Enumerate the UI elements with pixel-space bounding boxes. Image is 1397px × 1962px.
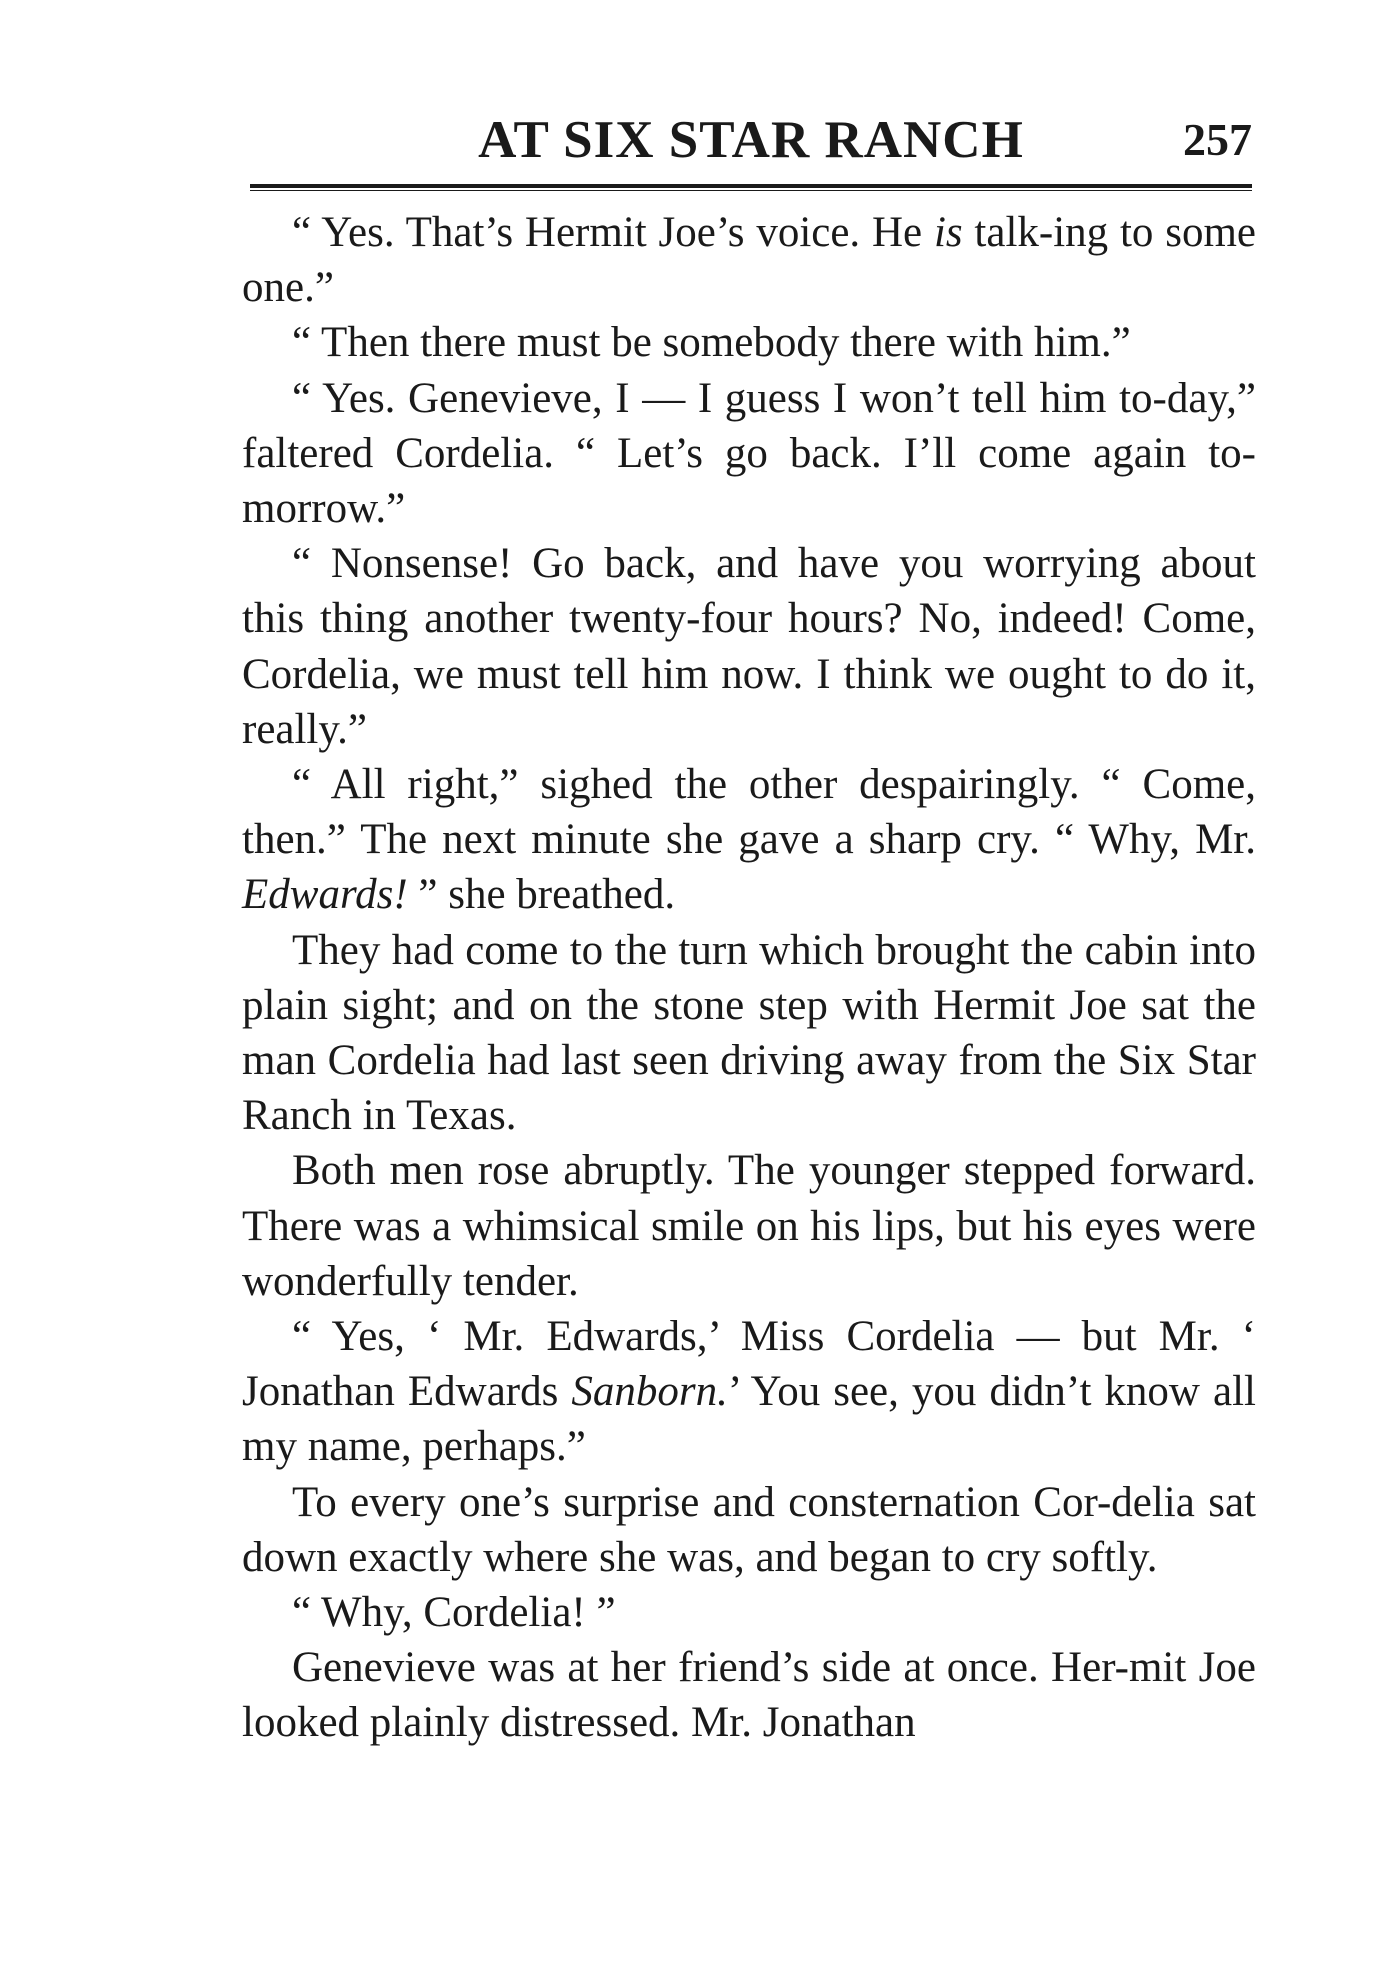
body-text <box>242 205 1256 1751</box>
paragraph: “ Yes. That’s Hermit Joe’s voice. He is talk-ing to some one.” <box>242 209 1256 312</box>
emphasis: is <box>933 209 963 256</box>
header-rule <box>250 184 1252 191</box>
running-head <box>250 100 1252 180</box>
paragraph: “ Yes. Genevieve, I — I guess I won’t tell him to-day,” faltered Cordelia. “ Let’s go back. I’ll come again to-morrow.” <box>242 374 1256 533</box>
paragraph: “ Yes, ‘ Mr. Edwards,’ Miss Cordelia — but Mr. ‘ Jonathan Edwards Sanborn.’ You see, you didn’t know all my name, perhaps.” <box>242 1313 1257 1471</box>
paragraph: To every one’s surprise and consternation Cor-delia sat down exactly where she was, and began to cry softly. <box>242 1478 1256 1581</box>
emphasis: Edwards! <box>242 871 408 919</box>
paragraph: Both men rose abruptly. The younger stepped forward. There was a whimsical smile on his lips, but his eyes were wonderfully tender. <box>242 1147 1256 1305</box>
page-number: 257 <box>1183 114 1252 165</box>
running-title: AT SIX STAR RANCH <box>478 111 1024 169</box>
paragraph: “ All right,” sighed the other despairingly. “ Come, then.” The next minute she gave a sharp cry. “ Why, Mr. Edwards! ” she breathed. <box>242 761 1256 919</box>
emphasis: Sanborn. <box>571 1368 728 1416</box>
paragraph: “ Why, Cordelia! ” <box>292 1589 616 1637</box>
paragraph: Genevieve was at her friend’s side at once. Her-mit Joe looked plainly distressed. Mr. Jonathan <box>242 1644 1256 1747</box>
paragraph: They had come to the turn which brought the cabin into plain sight; and on the stone step with Hermit Joe sat the man Cordelia had last seen driving away from the Six Star Ranch in Texas. <box>242 926 1256 1140</box>
paragraph: “ Nonsense! Go back, and have you worrying about this thing another twenty-four hours? No, indeed! Come, Cordelia, we must tell him now. I think we ought to do it, really.” <box>242 540 1256 753</box>
paragraph: “ Then there must be somebody there with him.” <box>292 319 1131 367</box>
